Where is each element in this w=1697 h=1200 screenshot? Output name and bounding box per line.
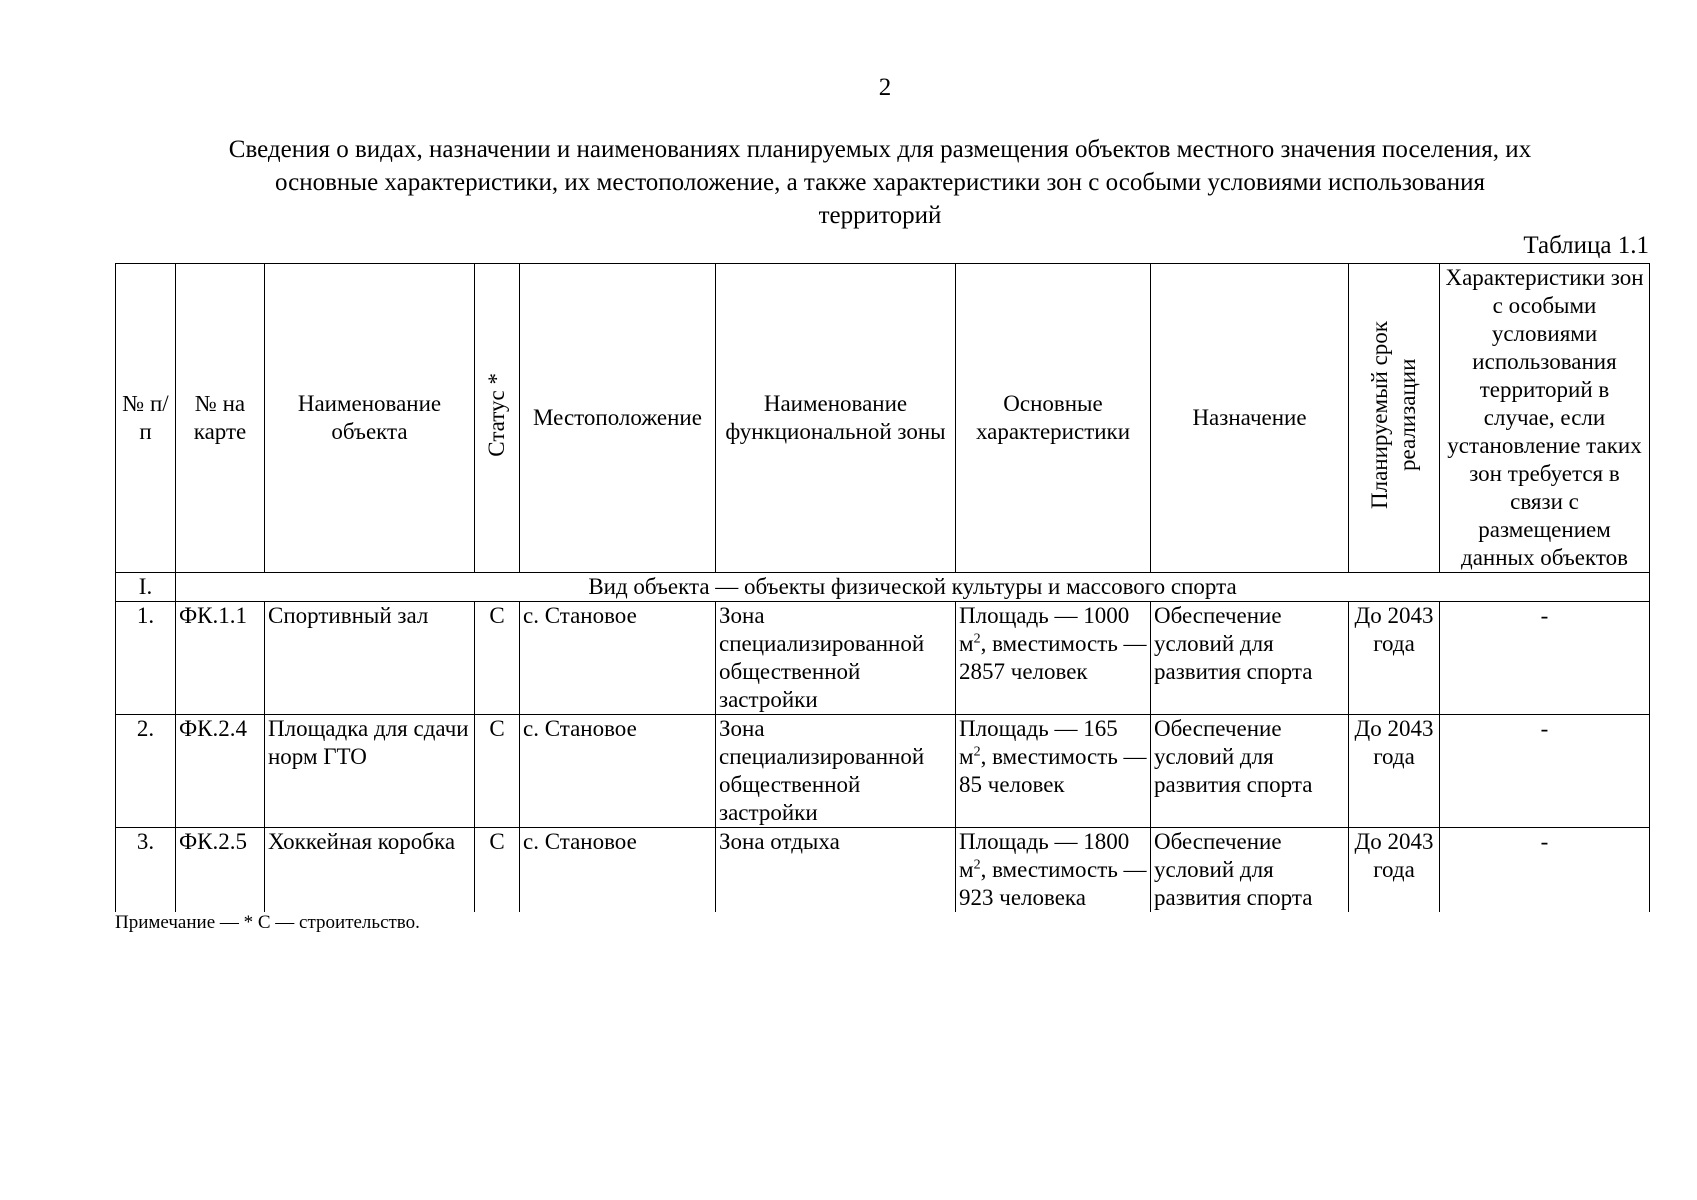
row-location: с. Становое: [520, 828, 716, 913]
header-name: Наименование объекта: [265, 264, 475, 573]
header-status-label: Статус *: [484, 372, 509, 457]
row-characteristics: [956, 715, 1151, 828]
row-characteristics: [956, 602, 1151, 715]
header-map-num: № на карте: [176, 264, 265, 573]
row-status: С: [475, 602, 520, 715]
row-status: С: [475, 828, 520, 913]
header-location: Местоположение: [520, 264, 716, 573]
char-pre: Площадь — 1000 м: [959, 603, 1130, 656]
table-row: [116, 602, 1650, 715]
row-num: 2.: [116, 715, 176, 828]
row-special: -: [1440, 828, 1650, 913]
header-num: № п/п: [116, 264, 176, 573]
objects-table: [115, 263, 1650, 912]
section-row: [116, 573, 1650, 602]
table-row: [116, 715, 1650, 828]
row-map-num: ФК.1.1: [176, 602, 265, 715]
row-location: с. Становое: [520, 602, 716, 715]
table-row: [116, 828, 1650, 913]
header-characteristics: Основные характеристики: [956, 264, 1151, 573]
header-status: [475, 264, 520, 573]
row-name: Площадка для сдачи норм ГТО: [265, 715, 475, 828]
char-pre: Площадь — 1800 м: [959, 829, 1130, 882]
row-zone: Зона отдыха: [716, 828, 956, 913]
header-zone: Наименование функциональной зоны: [716, 264, 956, 573]
row-purpose: Обеспечение условий для развития спорта: [1151, 602, 1349, 715]
char-post: , вместимость — 85 человек: [959, 744, 1147, 797]
section-title: Вид объекта — объекты физической культуры и массового спорта: [176, 573, 1650, 602]
char-post: , вместимость — 923 человека: [959, 857, 1147, 910]
row-term: До 2043 года: [1349, 602, 1440, 715]
row-zone: Зона специализированной общественной застройки: [716, 602, 956, 715]
char-post: , вместимость — 2857 человек: [959, 631, 1147, 684]
footnote: Примечание — * С — строительство.: [115, 912, 420, 933]
char-sup: 2: [973, 744, 981, 760]
row-term: До 2043 года: [1349, 715, 1440, 828]
header-special-zones: Характеристики зон с особыми условиями использования территорий в случае, если установление таких зон требуется в связи с размещением данных объектов: [1440, 264, 1650, 573]
header-term-label: Планируемый срок реализации: [1367, 320, 1420, 509]
page-number: 2: [878, 74, 892, 101]
row-characteristics: [956, 828, 1151, 913]
row-map-num: ФК.2.4: [176, 715, 265, 828]
row-num: 1.: [116, 602, 176, 715]
title-line: основные характеристики, их местоположение, а также характеристики зон с особыми условиями использования: [275, 169, 1485, 196]
title-line: Сведения о видах, назначении и наименованиях планируемых для размещения объектов местного значения поселения, их: [228, 136, 1532, 163]
document-title: [120, 133, 1640, 232]
row-name: Спортивный зал: [265, 602, 475, 715]
row-location: с. Становое: [520, 715, 716, 828]
char-sup: 2: [973, 631, 981, 647]
row-term: До 2043 года: [1349, 828, 1440, 913]
row-status: С: [475, 715, 520, 828]
header-term: [1349, 264, 1440, 573]
row-zone: Зона специализированной общественной застройки: [716, 715, 956, 828]
row-purpose: Обеспечение условий для развития спорта: [1151, 828, 1349, 913]
row-map-num: ФК.2.5: [176, 828, 265, 913]
header-row: [116, 264, 1650, 573]
section-num: I.: [116, 573, 176, 602]
title-line: территорий: [818, 202, 942, 229]
header-purpose: Назначение: [1151, 264, 1349, 573]
row-name: Хоккейная коробка: [265, 828, 475, 913]
table-label: Таблица 1.1: [1523, 232, 1649, 259]
char-sup: 2: [973, 857, 981, 873]
row-purpose: Обеспечение условий для развития спорта: [1151, 715, 1349, 828]
row-special: -: [1440, 602, 1650, 715]
row-num: 3.: [116, 828, 176, 913]
row-special: -: [1440, 715, 1650, 828]
char-pre: Площадь — 165 м: [959, 716, 1118, 769]
